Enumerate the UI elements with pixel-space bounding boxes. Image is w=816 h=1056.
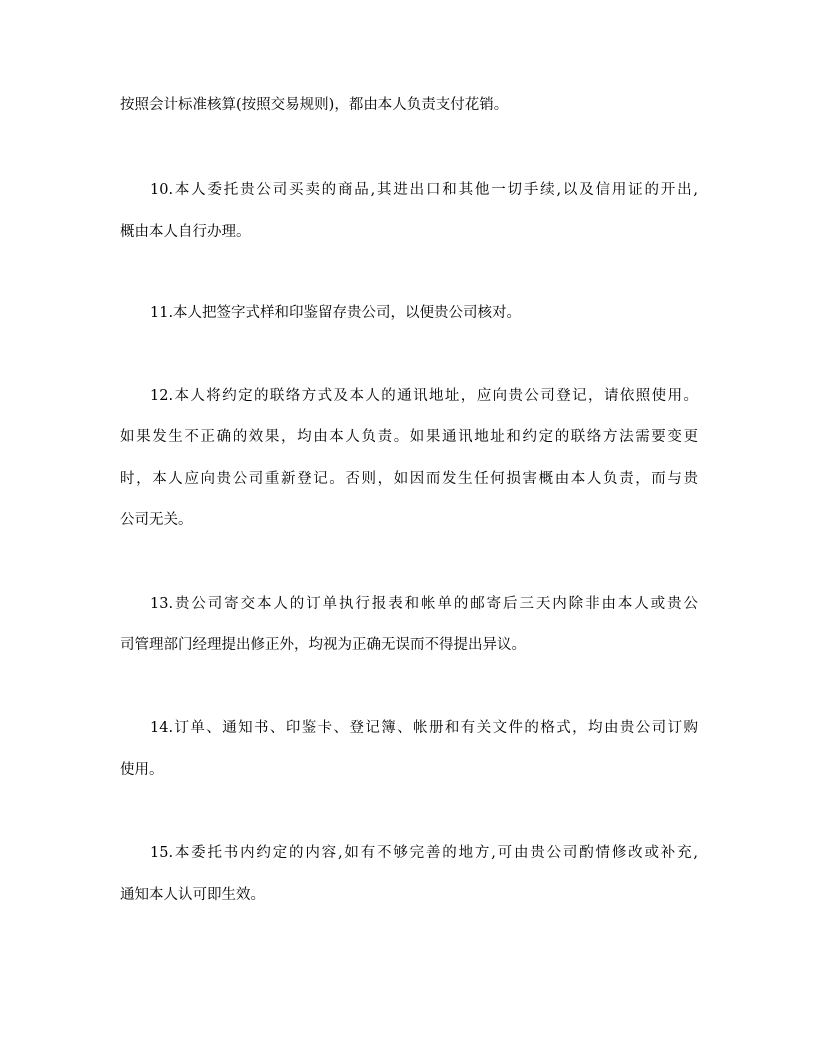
clause-9-continuation: 按照会计标准核算(按照交易规则)，都由本人负责支付花销。 [120,97,509,113]
clause-15-line-2: 通知本人认可即生效。 [120,887,265,903]
clause-12-line-4: 公司无关。 [120,512,193,528]
clause-13-line-2: 司管理部门经理提出修正外，均视为正确无误而不得提出异议。 [120,637,526,653]
clause-10-line-2: 概由本人自行办理。 [120,224,251,240]
clause-10-line-1: 10.本人委托贵公司买卖的商品,其进出口和其他一切手续,以及信用证的开出, [150,182,698,198]
clause-12-line-3: 时，本人应向贵公司重新登记。否则，如因而发生任何损害概由本人负责，而与贵 [120,471,698,487]
clause-14-line-1: 14.订单、通知书、印鉴卡、登记簿、帐册和有关文件的格式，均由贵公司订购 [150,720,698,736]
clause-13-line-1: 13.贵公司寄交本人的订单执行报表和帐单的邮寄后三天内除非由本人或贵公 [150,596,698,612]
clause-15-line-1: 15.本委托书内约定的内容,如有不够完善的地方,可由贵公司酌情修改或补充, [150,845,698,861]
clause-11-line-1: 11.本人把签字式样和印鉴留存贵公司，以便贵公司核对。 [150,305,522,321]
clause-12-line-2: 如果发生不正确的效果，均由本人负责。如果通讯地址和约定的联络方法需要变更 [120,429,698,445]
clause-14-line-2: 使用。 [120,762,164,778]
clause-12-line-1: 12.本人将约定的联络方式及本人的通讯地址，应向贵公司登记，请依照使用。 [150,388,698,404]
